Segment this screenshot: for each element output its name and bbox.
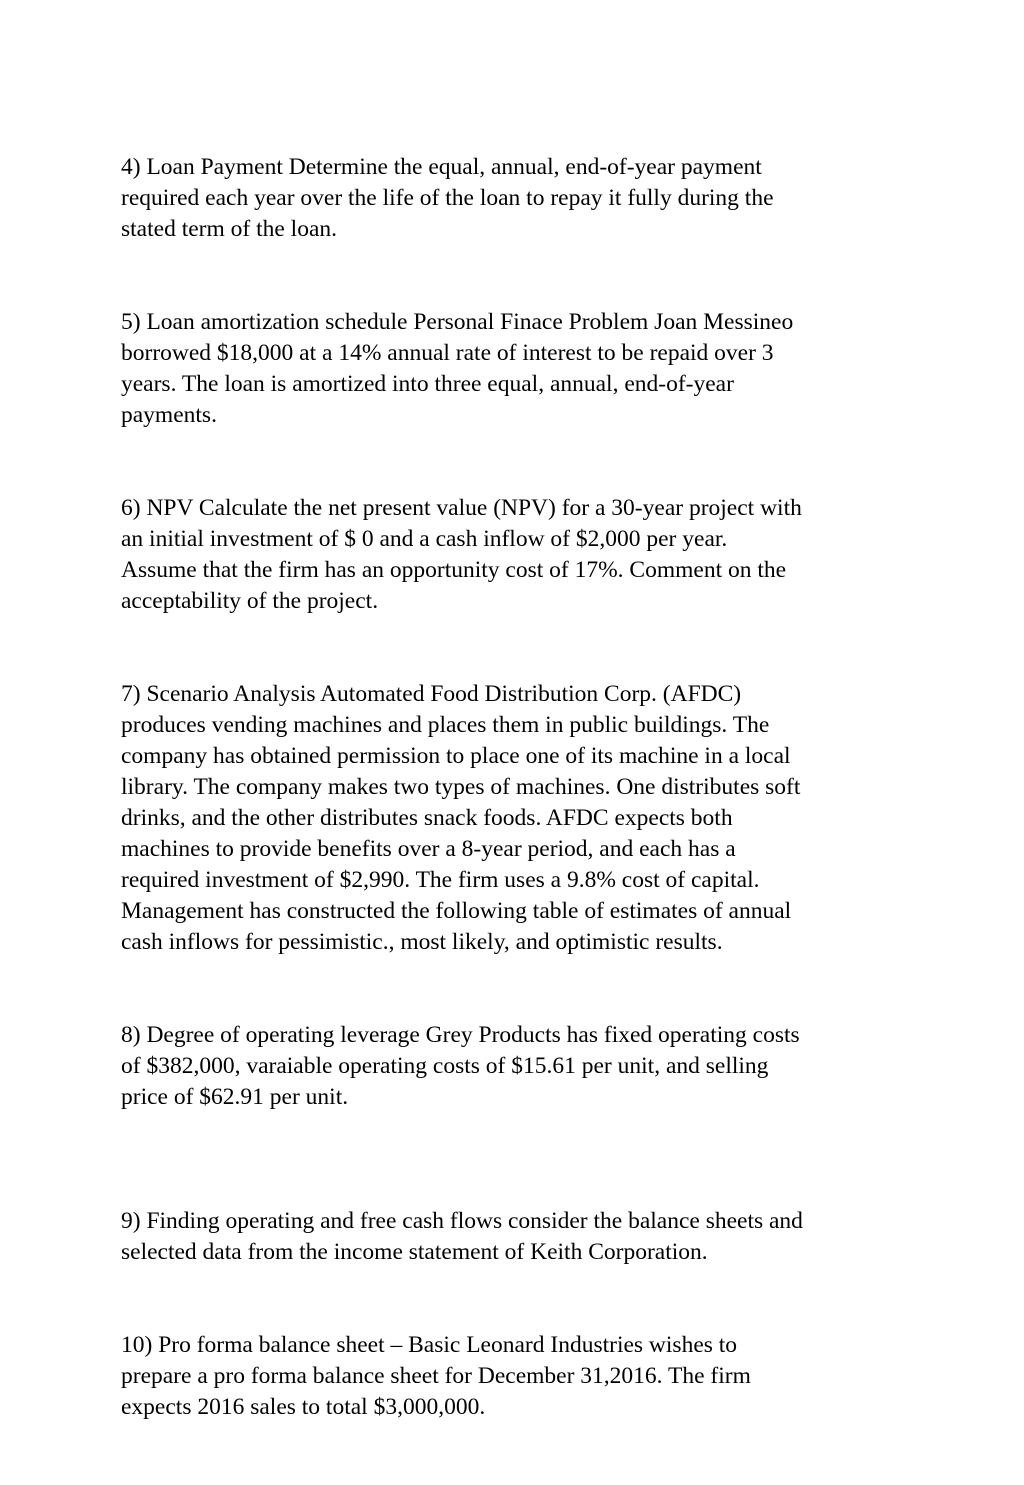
problem-7-scenario-analysis: 7) Scenario Analysis Automated Food Distribution Corp. (AFDC) produces vending machines and places them in public buildings. The company has obtained permission to place one of its machine in a local library. The company makes two types of machines. One distributes soft drinks, and the other distributes snack foods. AFDC expects both machines to provide benefits over a 8-year period, and each has a required investment of $2,990. The firm uses a 9.8% cost of capital. Management has constructed the following table of estimates of annual cash inflows for pessimistic., most likely, and optimistic results. — [121, 681, 801, 955]
document-body — [121, 121, 911, 1485]
problem-4-loan-payment: 4) Loan Payment Determine the equal, annual, end-of-year payment required each year over the life of the loan to repay it fully during the stated term of the loan. — [121, 154, 774, 242]
problem-5-loan-amortization: 5) Loan amortization schedule Personal Finace Problem Joan Messineo borrowed $18,000 at a 14% annual rate of interest to be repaid over 3 years. The loan is amortized into three equal, annual, end-of-year payments. — [121, 309, 794, 428]
problem-6-npv: 6) NPV Calculate the net present value (NPV) for a 30-year project with an initial investment of $ 0 and a cash inflow of $2,000 per year. Assume that the firm has an opportunity cost of 17%. Comment on the acceptability of the project. — [121, 495, 802, 614]
problem-10-pro-forma-balance-sheet: 10) Pro forma balance sheet – Basic Leonard Industries wishes to prepare a pro forma balance sheet for December 31,2016. The firm expects 2016 sales to total $3,000,000. — [121, 1332, 751, 1420]
problem-9-cash-flows: 9) Finding operating and free cash flows consider the balance sheets and selected data from the income statement of Keith Corporation. — [121, 1208, 803, 1265]
problem-8-operating-leverage: 8) Degree of operating leverage Grey Products has fixed operating costs of $382,000, varaiable operating costs of $15.61 per unit, and selling price of $62.91 per unit. — [121, 1022, 800, 1110]
